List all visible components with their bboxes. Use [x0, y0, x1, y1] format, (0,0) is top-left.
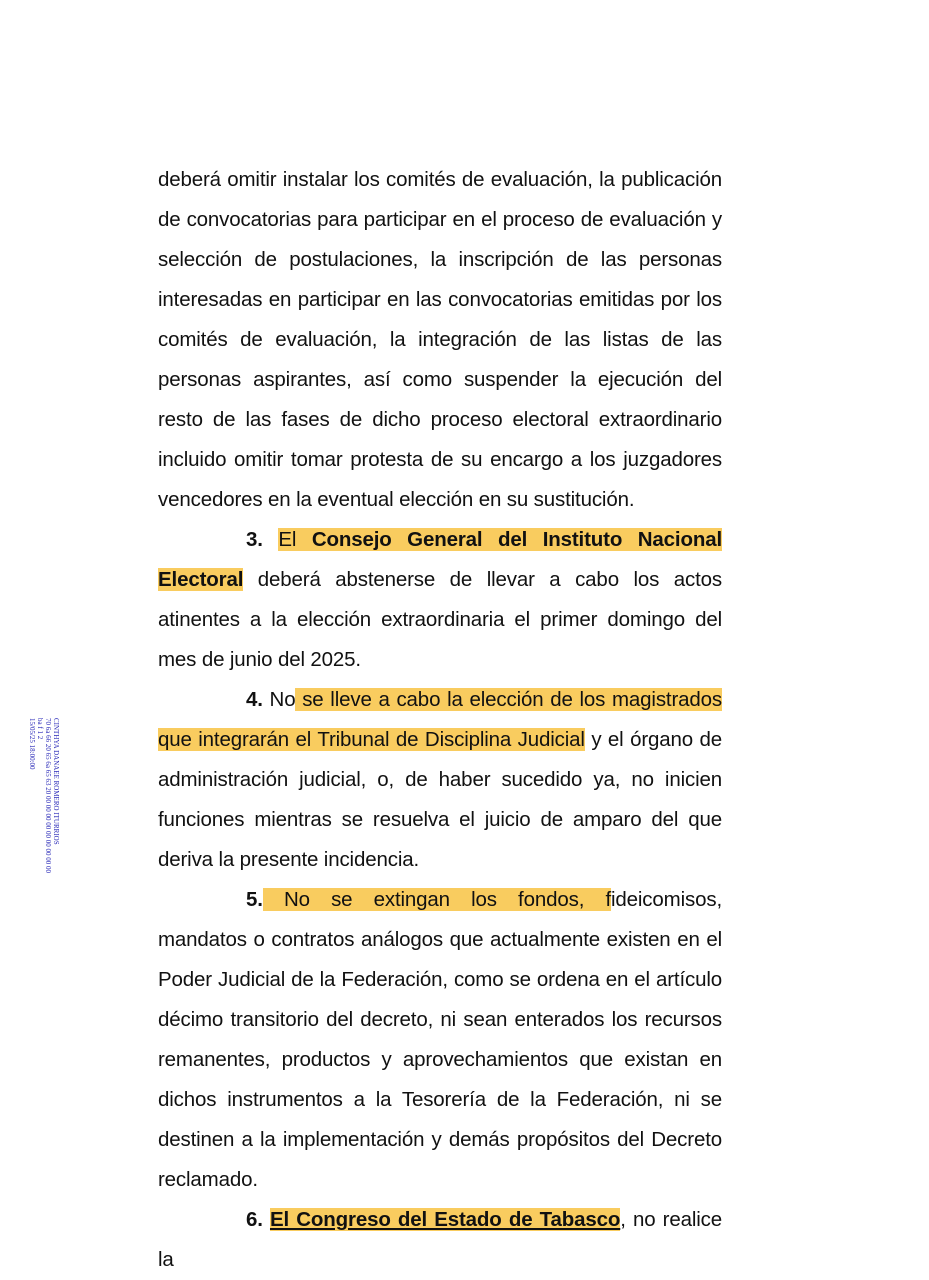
- highlight-bold-text: Consejo General del Instituto Nacional Electoral: [158, 528, 722, 591]
- paragraph-item-4: [158, 680, 722, 880]
- paragraph-continuation: [158, 160, 722, 520]
- paragraph-text: deberá abstenerse de llevar a cabo los actos atinentes a la elección extraordinaria el primer domingo del mes de junio del 2025.: [158, 568, 722, 671]
- paragraph-lead: No: [262, 688, 296, 711]
- highlight-bold-text: El Congreso del Estado de Tabasco: [269, 1208, 621, 1231]
- item-number: 6.: [246, 1208, 263, 1231]
- highlight-lead: El: [278, 528, 312, 551]
- item-number: 5.: [246, 888, 263, 911]
- highlight-text: No se extingan los fondos, f: [262, 888, 611, 911]
- signature-hash: 70 6a 66 20 65 6a 65 63 20 00 00 00 00 00 00 00 00 00 ba f 1 2: [36, 718, 52, 873]
- document-body: [158, 160, 722, 1280]
- paragraph-text: , no realice la: [158, 1208, 723, 1271]
- signature-date: 15/05/25 18:00:00: [28, 718, 36, 770]
- signature-name: CINTHYA DANAEE ROMERO ITURRIOS: [52, 718, 60, 845]
- item-number: 3.: [246, 528, 263, 551]
- paragraph-text: deberá omitir instalar los comités de evaluación, la publicación de convocatorias para participar en el proceso de evaluación y selección de postulaciones, la inscripción de las personas interesadas en participar en las convocatorias emitidas por los comités de evaluación, la integración de las listas de las personas aspirantes, así como suspender la ejecución del resto de las fases de dicho proceso electoral extraordinario incluido omitir tomar protesta de su encargo a los juzgadores vencedores en la eventual elección en su sustitución.: [158, 168, 722, 511]
- electronic-signature-stamp: [24, 718, 60, 878]
- paragraph-text: ideicomisos, mandatos o contratos análogos que actualmente existen en el Poder Judicial de la Federación, como se ordena en el artículo décimo transitorio del decreto, ni sean enterados los recursos remanentes, productos y aprovechamientos que existan en dichos instrumentos a la Tesorería de la Federación, ni se destinen a la implementación y demás propósitos del Decreto reclamado.: [158, 888, 722, 1191]
- paragraph-text: y el órgano de administración judicial, o, de haber sucedido ya, no inicien funciones mientras se resuelva el juicio de amparo del que deriva la presente incidencia.: [158, 728, 723, 871]
- paragraph-item-6: [158, 1200, 722, 1280]
- paragraph-item-5: [158, 880, 722, 1200]
- highlight-text: se lleve a cabo la elección de los magistrados que integrarán el Tribunal de Disciplina Judicial: [158, 688, 722, 751]
- paragraph-item-3: [158, 520, 722, 680]
- item-number: 4.: [246, 688, 263, 711]
